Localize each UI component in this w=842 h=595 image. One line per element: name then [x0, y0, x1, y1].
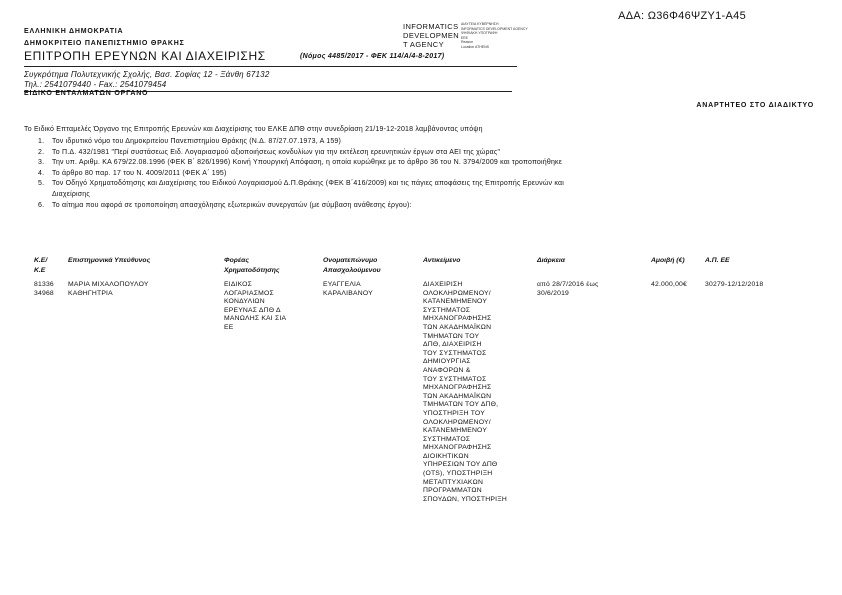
stamp-line-1: ΔΙΑΥΓΕΙΑ ΚΥΒΕΡΝΗΣΗ — [461, 22, 499, 26]
header-rule — [24, 66, 517, 67]
stamp-line-3: ΨΗΦΙΑΚΗ ΥΠΟΓΡΑΦΗ — [461, 31, 498, 35]
law-reference: (Νόμος 4485/2017 - ΦΕΚ 114/Α/4-8-2017) — [300, 53, 445, 60]
phone-line: Τηλ.: 2541079440 - Fax.: 2541079454 — [24, 80, 167, 89]
cell-amount: 42.000,00€ — [651, 281, 688, 288]
logo-line-1: INFORMATICS — [403, 22, 459, 31]
signature-stamp — [461, 22, 528, 49]
posting-label: ΑΝΑΡΤΗΤΕΟ ΣΤΟ ΔΙΑΔΙΚΤΥΟ — [696, 102, 814, 109]
recital-item: 2. Το Π.Δ. 432/1981 "Περί συστάσεως Ειδ. Λογαριασμού αξιοποιήσεως κονδυλίων για την εκτέλεση ερευνητικών έργων στα ΑΕΙ της χώρας" — [38, 148, 501, 156]
cell-ke: 81336 34968 — [34, 281, 54, 297]
header-funder: Φορέας Χρηματοδότησης — [224, 257, 280, 274]
recitals-list — [38, 137, 564, 211]
university-label: ΔΗΜΟΚΡΙΤΕΙΟ ΠΑΝΕΠΙΣΤΗΜΙΟ ΘΡΑΚΗΣ — [24, 40, 185, 47]
cell-employee: ΕΥΑΓΓΕΛΙΑ ΚΑΡΑΛΙΒΑΝΟΥ — [323, 281, 373, 297]
stamp-line-5: Reason — [461, 40, 474, 44]
recital-item: 4. Το άρθρο 80 παρ. 17 του Ν. 4009/2011 (ΦΕΚ Α΄ 195) — [38, 169, 227, 177]
organ-label: ΕΙΔΙΚΟ ΕΝΤΑΛΜΑΤΩΝ ΟΡΓΑΝΟ — [24, 90, 149, 97]
stamp-line-4: ΕΕΕ — [461, 35, 469, 40]
committee-title: ΕΠΙΤΡΟΠΗ ΕΡΕΥΝΩΝ ΚΑΙ ΔΙΑΧΕΙΡΙΣΗΣ — [24, 49, 266, 63]
header-amount: Αμοιβή (€) — [651, 257, 685, 264]
logo-text — [403, 22, 459, 49]
header-duration: Διάρκεια — [537, 257, 565, 264]
recital-item: Διαχείρισης — [52, 190, 90, 198]
republic-label: ΕΛΛΗΝΙΚΗ ΔΗΜΟΚΡΑΤΙΑ — [24, 28, 124, 35]
recital-item: 5. Τον Οδηγό Χρηματοδότησης και Διαχείρισης του Ειδικού Λογαριασμού Δ.Π.Θράκης (ΦΕΚ Β΄416/2009) και τις πάγιες αποφάσεις της Επιτροπής Ερευνών και — [38, 180, 564, 188]
header-responsible: Επιστημονικά Υπεύθυνος — [68, 257, 151, 264]
cell-duration: από 28/7/2016 έως 30/6/2019 — [537, 281, 599, 297]
cell-responsible: ΜΑΡΙΑ ΜΙΧΑΛΟΠΟΥΛΟΥ ΚΑΘΗΓΗΤΡΙΑ — [68, 281, 149, 297]
recital-item: 6. Το αίτημα που αφορά σε τροποποίηση απασχόλησης εξωτερικών συνεργατών (με σύμβαση ανάθεσης έργου): — [38, 201, 412, 209]
header-ap: Α.Π. ΕΕ — [705, 257, 730, 264]
address-line: Συγκρότημα Πολυτεχνικής Σχολής, Βασ. Σοφίας 12 - Ξάνθη 67132 — [24, 70, 270, 79]
stamp-line-2: INFORMATICS DEVELOPMENT AGENCY — [461, 26, 528, 31]
logo-line-2: DEVELOPMEN — [403, 31, 460, 40]
cell-funder: ΕΙΔΙΚΟΣ ΛΟΓΑΡΙΑΣΜΟΣ ΚΟΝΔΥΛΙΩΝ ΕΡΕΥΝΑΣ ΔΠΘ Δ ΜΑΝΩΛΗΣ ΚΑΙ ΣΙΑ ΕΕ — [224, 281, 287, 331]
cell-subject: ΔΙΑΧΕΙΡΙΣΗ ΟΛΟΚΛΗΡΩΜΕΝΟΥ/ ΚΑΤΑΝΕΜΗΜΕΝΟΥ ΣΥΣΤΗΜΑΤΟΣ ΜΗΧΑΝΟΓΡΑΦΗΣΗΣ ΤΩΝ ΑΚΑΔΗΜΑΪΚΩΝ ΤΜΗΜΑΤΩΝ ΤΟΥ ΔΠΘ, ΔΙΑΧΕΙΡΙΣΗ ΤΟΥ ΣΥΣΤΗΜΑΤΟΣ ΔΗΜΙΟΥΡΓΙΑΣ ΑΝΑΦΟΡΩΝ & ΤΟΥ ΣΥΣΤΗΜΑΤΟΣ ΜΗΧΑΝΟΓΡΑΦΗΣΗΣ ΤΩΝ ΑΚΑΔΗΜΑΪΚΩΝ ΤΜΗΜΑΤΩΝ ΤΟΥ ΔΠΘ, ΥΠΟΣΤΗΡΙΞΗ ΤΟΥ ΟΛΟΚΛΗΡΩΜΕΝΟΥ/ ΚΑΤΑΝΕΜΗΜΕΝΟΥ ΣΥΣΤΗΜΑΤΟΣ ΜΗΧΑΝΟΓΡΑΦΗΣΗΣ ΔΙΟΙΚΗΤΙΚΩΝ ΥΠΗΡΕΣΙΩΝ ΤΟΥ ΔΠΘ (OTS), ΥΠΟΣΤΗΡΙΞΗ ΜΕΤΑΠΤΥΧΙΑΚΩΝ ΠΡΟΓΡΑΜΜΑΤΩΝ ΣΠΟΥΔΩΝ, ΥΠΟΣΤΗΡΙΞΗ — [423, 281, 507, 503]
ada-code: ΑΔΑ: Ω36Φ46ΨΖΥ1-Α45 — [618, 10, 746, 22]
header-subject: Αντικείμενο — [423, 257, 461, 264]
stamp-line-6: Location ATHENS — [461, 44, 489, 49]
recital-item: 1. Τον ιδρυτικό νόμο του Δημοκριτείου Πανεπιστημίου Θράκης (Ν.Δ. 87/27.07.1973, Α 159) — [38, 138, 342, 145]
logo-line-3: T AGENCY — [403, 40, 444, 49]
header-ke: Κ.Ε/ Κ.Ε — [34, 257, 48, 274]
cell-ap: 30279-12/12/2018 — [705, 281, 764, 288]
recital-item: 3. Την υπ. Αριθμ. ΚΑ 679/22.08.1996 (ΦΕΚ Β΄ 826/1996) Κοινή Υπουργική Απόφαση, η οποία κυρώθηκε με το άρθρο 36 του Ν. 3794/2009 και τροποποιήθηκε — [38, 159, 563, 167]
intro-text: Το Ειδικό Επταμελές Όργανο της Επιτροπής Ερευνών και Διαχείρισης του ΕΛΚΕ ΔΠΘ στην συνεδρίαση 21/19-12-2018 λαμβάνοντας υπόψη — [24, 126, 483, 133]
header-employee: Ονοματεπώνυμο Απασχολούμενου — [323, 257, 381, 274]
